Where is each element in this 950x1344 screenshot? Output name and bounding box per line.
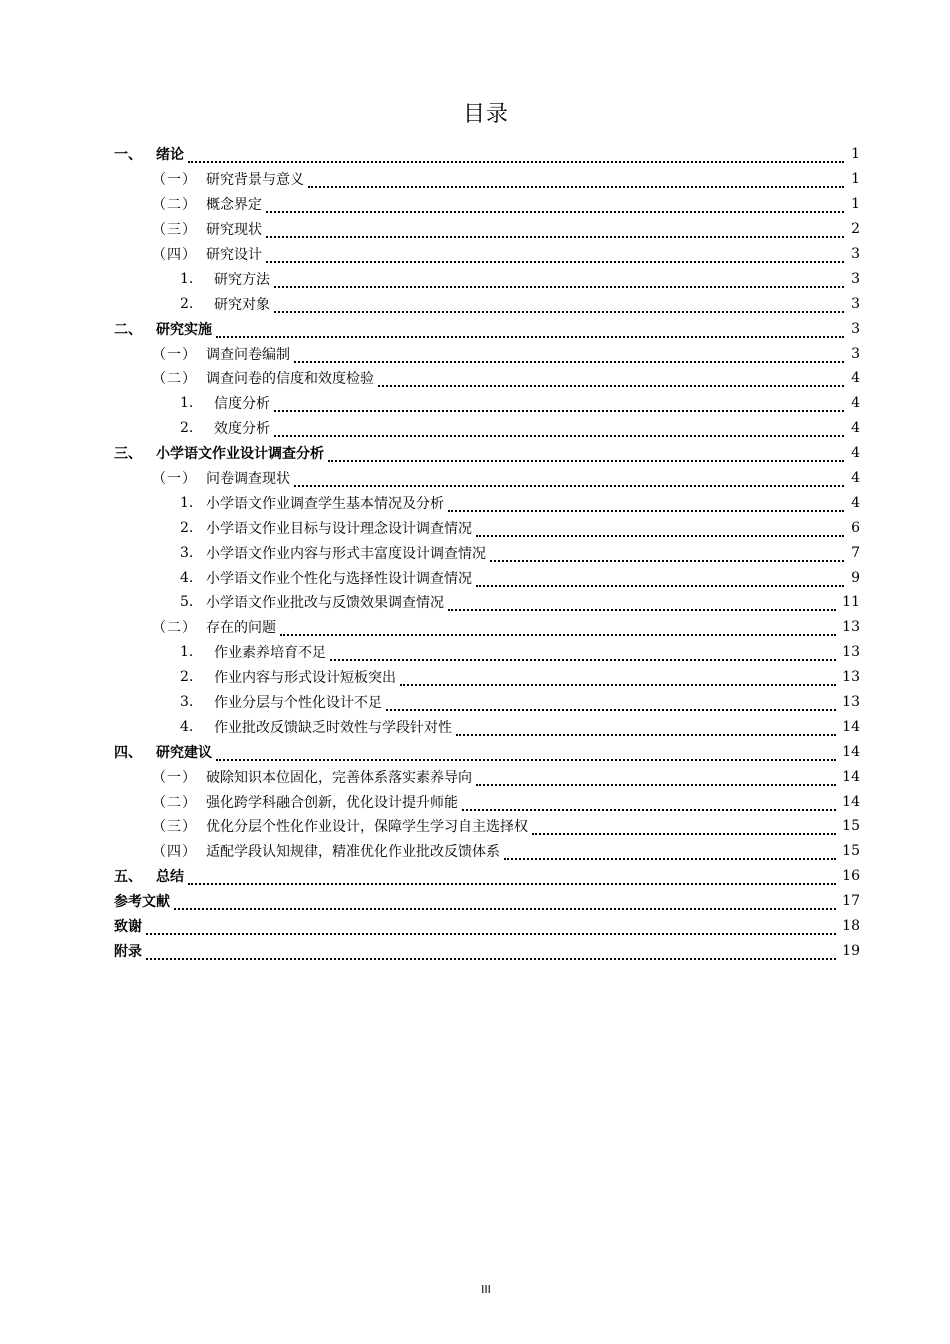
toc-entry[interactable] <box>114 939 860 964</box>
toc-entry-title: 小学语文作业内容与形式丰富度设计调查情况 <box>206 545 486 562</box>
toc-entry-page: 4 <box>851 420 860 437</box>
toc-entry-title: 致谢 <box>114 919 142 936</box>
toc-entry-number: 1. <box>180 644 194 661</box>
toc-entry-title: 研究设计 <box>206 247 262 263</box>
toc-entry[interactable] <box>114 615 860 640</box>
toc-entry-title: 研究方法 <box>214 271 270 288</box>
toc-entry-page: 13 <box>842 619 860 636</box>
toc-entry[interactable] <box>114 764 860 789</box>
toc-entry[interactable] <box>114 665 860 690</box>
toc-entry[interactable] <box>114 690 860 715</box>
toc-entry-page: 15 <box>842 843 860 860</box>
toc-dot-leader <box>294 349 844 363</box>
toc-entry-page: 4 <box>851 370 860 387</box>
toc-entry-number: （一） <box>152 172 197 189</box>
toc-entry-page: 19 <box>842 942 860 959</box>
toc-dot-leader <box>216 747 836 761</box>
toc-entry-title: 绪论 <box>156 147 184 164</box>
toc-entry-number: （一） <box>152 471 197 488</box>
toc-entry[interactable] <box>114 266 860 291</box>
toc-entry-title: 小学语文作业个性化与选择性设计调查情况 <box>206 570 472 587</box>
toc-entry-number: 4. <box>180 718 194 735</box>
toc-entry[interactable] <box>114 714 860 739</box>
toc-dot-leader <box>448 597 836 611</box>
toc-entry-number: （二） <box>152 620 197 637</box>
toc-dot-leader <box>330 647 836 661</box>
toc-dot-leader <box>266 249 844 263</box>
toc-dot-leader <box>448 498 844 512</box>
page-number-footer: III <box>481 1283 491 1296</box>
toc-entry-title: 附录 <box>114 943 142 960</box>
toc-entry-number: 2. <box>180 295 194 312</box>
toc-entry[interactable] <box>114 217 860 242</box>
toc-entry-title: 破除知识本位固化，完善体系落实素养导向 <box>206 769 472 786</box>
toc-entry-title: 信度分析 <box>214 396 270 413</box>
toc-entry-page: 3 <box>851 345 860 362</box>
toc-entry-page: 2 <box>851 221 860 238</box>
toc-entry-page: 7 <box>851 544 860 561</box>
toc-entry-title: 小学语文作业设计调查分析 <box>156 446 324 463</box>
toc-entry-title: 小学语文作业调查学生基本情况及分析 <box>206 495 444 512</box>
page-title: 目录 <box>462 102 509 127</box>
toc-entry-page: 15 <box>842 818 860 835</box>
toc-entry[interactable] <box>114 316 860 341</box>
toc-entry[interactable] <box>114 914 860 939</box>
toc-dot-leader <box>274 398 844 412</box>
toc-entry-number: 1. <box>180 395 194 412</box>
toc-entry-number: 2. <box>180 519 194 536</box>
toc-dot-leader <box>462 797 836 811</box>
toc-entry[interactable] <box>114 565 860 590</box>
toc-entry-number: 2. <box>180 669 194 686</box>
toc-entry-page: 13 <box>842 694 860 711</box>
toc-dot-leader <box>328 448 844 462</box>
toc-entry[interactable] <box>114 889 860 914</box>
toc-entry-title: 优化分层个性化作业设计，保障学生学习自主选择权 <box>206 819 528 836</box>
toc-entry[interactable] <box>114 864 860 889</box>
toc-entry-number: 五、 <box>114 869 142 886</box>
toc-entry[interactable] <box>114 366 860 391</box>
table-of-contents <box>114 142 860 963</box>
toc-entry-page: 1 <box>851 171 860 188</box>
toc-dot-leader <box>476 772 836 786</box>
toc-entry-title: 小学语文作业目标与设计理念设计调查情况 <box>206 520 472 537</box>
toc-entry-page: 13 <box>842 669 860 686</box>
toc-entry[interactable] <box>114 341 860 366</box>
toc-entry-title: 研究现状 <box>206 222 262 239</box>
toc-entry-title: 作业分层与个性化设计不足 <box>214 695 382 712</box>
toc-dot-leader <box>400 672 836 686</box>
toc-dot-leader <box>266 224 844 238</box>
toc-entry-page: 17 <box>842 893 860 910</box>
toc-entry-page: 1 <box>851 196 860 213</box>
toc-dot-leader <box>216 324 844 338</box>
toc-dot-leader <box>146 946 836 960</box>
toc-entry-number: （四） <box>152 247 197 263</box>
toc-entry-title: 小学语文作业批改与反馈效果调查情况 <box>206 595 444 612</box>
toc-entry-title: 研究建议 <box>156 744 212 761</box>
toc-dot-leader <box>532 821 836 835</box>
toc-dot-leader <box>294 473 844 487</box>
toc-entry-number: 1. <box>180 494 194 511</box>
toc-entry-page: 11 <box>842 594 860 611</box>
toc-entry[interactable] <box>114 839 860 864</box>
toc-entry-title: 总结 <box>156 869 184 886</box>
toc-dot-leader <box>308 174 844 188</box>
toc-dot-leader <box>174 896 836 910</box>
toc-entry-page: 14 <box>842 743 860 760</box>
toc-entry-page: 3 <box>851 320 860 337</box>
toc-entry-number: 一、 <box>114 147 142 164</box>
toc-entry[interactable] <box>114 789 860 814</box>
toc-entry[interactable] <box>114 466 860 491</box>
toc-dot-leader <box>504 846 836 860</box>
toc-entry-page: 18 <box>842 918 860 935</box>
toc-dot-leader <box>476 523 844 537</box>
toc-entry-title: 调查问卷编制 <box>206 346 290 363</box>
toc-entry-number: 二、 <box>114 321 142 338</box>
toc-entry[interactable] <box>114 540 860 565</box>
toc-entry-title: 问卷调查现状 <box>206 471 290 488</box>
toc-entry[interactable] <box>114 441 860 466</box>
toc-entry[interactable] <box>114 739 860 764</box>
toc-entry-page: 16 <box>842 868 860 885</box>
toc-entry-title: 调查问卷的信度和效度检验 <box>206 371 374 388</box>
toc-entry-title: 作业内容与形式设计短板突出 <box>214 670 396 687</box>
toc-entry-page: 9 <box>851 569 860 586</box>
toc-entry-title: 研究对象 <box>214 296 270 313</box>
toc-entry-page: 14 <box>842 768 860 785</box>
toc-entry-title: 概念界定 <box>206 197 262 214</box>
toc-dot-leader <box>490 548 844 562</box>
toc-dot-leader <box>146 921 836 935</box>
toc-entry[interactable] <box>114 167 860 192</box>
toc-entry-number: 4. <box>180 569 194 586</box>
toc-entry-page: 3 <box>851 246 860 262</box>
toc-entry-page: 6 <box>851 519 860 536</box>
toc-entry[interactable] <box>114 416 860 441</box>
toc-entry-number: （二） <box>152 197 197 214</box>
toc-entry-title: 效度分析 <box>214 421 270 438</box>
toc-dot-leader <box>274 423 844 437</box>
toc-entry-title: 存在的问题 <box>206 620 276 637</box>
toc-entry-number: 5. <box>180 594 194 611</box>
toc-entry-title: 研究实施 <box>156 321 212 338</box>
toc-entry-page: 3 <box>851 295 860 312</box>
toc-entry-page: 13 <box>842 644 860 661</box>
toc-entry-page: 14 <box>842 718 860 735</box>
toc-dot-leader <box>378 373 844 387</box>
toc-entry-title: 研究背景与意义 <box>206 172 304 189</box>
toc-dot-leader <box>266 199 844 213</box>
toc-entry-number: （四） <box>152 844 197 861</box>
toc-entry-title: 适配学段认知规律，精准优化作业批改反馈体系 <box>206 844 500 861</box>
toc-entry-number: （二） <box>152 794 197 811</box>
toc-entry[interactable] <box>114 490 860 515</box>
toc-entry-page: 4 <box>851 494 860 511</box>
toc-entry-number: （一） <box>152 346 197 363</box>
toc-entry[interactable] <box>114 391 860 416</box>
toc-entry-number: （三） <box>152 222 197 239</box>
toc-entry-number: （二） <box>152 371 197 388</box>
toc-entry-number: 三、 <box>114 446 142 463</box>
toc-dot-leader <box>274 274 844 288</box>
toc-entry-page: 4 <box>851 395 860 412</box>
toc-entry[interactable] <box>114 515 860 540</box>
toc-entry-number: 3. <box>180 544 194 561</box>
toc-dot-leader <box>274 299 844 313</box>
toc-entry-title: 作业批改反馈缺乏时效性与学段针对性 <box>214 719 452 736</box>
toc-entry[interactable] <box>114 814 860 839</box>
toc-dot-leader <box>386 697 836 711</box>
toc-entry-title: 作业素养培育不足 <box>214 645 326 662</box>
toc-entry-number: 四、 <box>114 744 142 761</box>
toc-entry[interactable] <box>114 291 860 316</box>
toc-entry-number: （三） <box>152 819 197 836</box>
toc-entry-page: 4 <box>851 445 860 462</box>
toc-entry-page: 1 <box>851 146 860 163</box>
toc-entry-page: 4 <box>851 470 860 487</box>
toc-entry[interactable] <box>114 192 860 217</box>
toc-entry-page: 3 <box>851 270 860 287</box>
toc-entry[interactable] <box>114 590 860 615</box>
toc-entry-title: 强化跨学科融合创新，优化设计提升师能 <box>206 794 458 811</box>
toc-entry-title: 参考文献 <box>114 894 170 911</box>
toc-dot-leader <box>188 149 844 163</box>
toc-dot-leader <box>280 622 836 636</box>
toc-entry-number: （一） <box>152 769 197 786</box>
toc-entry-number: 3. <box>180 694 194 711</box>
toc-dot-leader <box>456 722 836 736</box>
toc-entry-page: 14 <box>842 793 860 810</box>
toc-entry[interactable] <box>114 142 860 167</box>
toc-entry[interactable] <box>114 640 860 665</box>
toc-dot-leader <box>188 871 836 885</box>
toc-entry-number: 2. <box>180 420 194 437</box>
toc-entry-number: 1. <box>180 270 194 287</box>
toc-dot-leader <box>476 573 844 587</box>
toc-entry[interactable] <box>114 242 860 267</box>
